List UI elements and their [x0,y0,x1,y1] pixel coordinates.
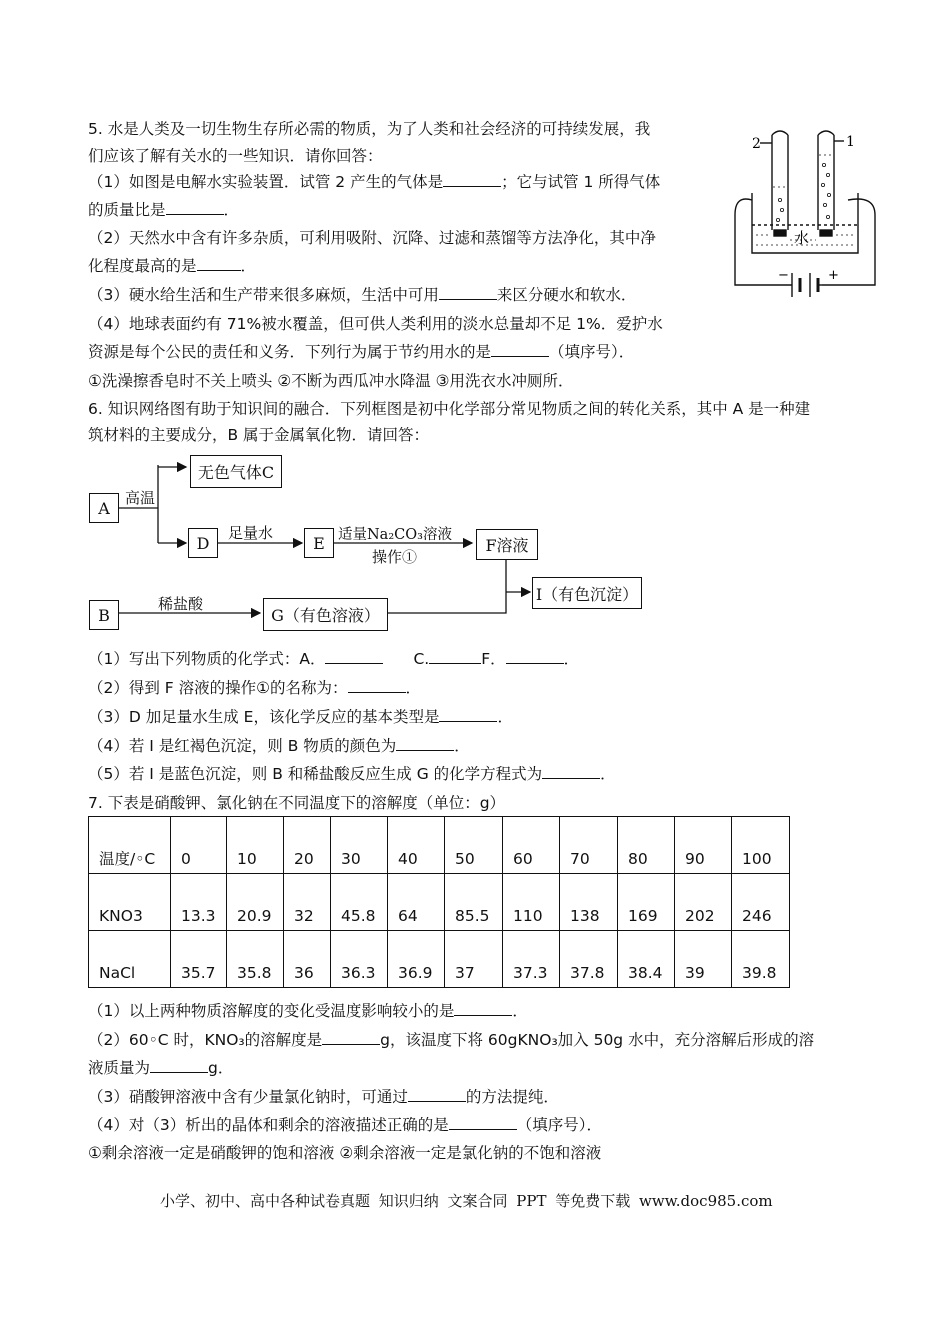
table-cell: 20.9 [227,874,284,931]
q5-part1-cont: 的质量比是 ． [88,201,240,219]
table-cell: 37 [445,931,503,988]
header-cell: 30 [331,817,388,874]
answer-blank[interactable] [150,1058,208,1073]
edge-label-water: 足量水 [228,524,274,542]
q7-options: ①剩余溶液一定是硝酸钾的饱和溶液 ②剩余溶液一定是氯化钠的不饱和溶液 [88,1144,602,1162]
edge-label-operation: 操作① [372,548,418,566]
water-label: 水 [794,229,810,247]
header-cell: 90 [675,817,732,874]
edge-label-na2co3: 适量Na₂CO₃溶液 [338,527,452,543]
header-cell: 10 [227,817,284,874]
q5-line1: 5. 水是人类及一切生物生存所必需的物质，为了人类和社会经济的可持续发展，我 [88,120,651,138]
answer-blank[interactable] [322,1030,380,1045]
table-cell: 36 [284,931,331,988]
page-footer: 小学、初中、高中各种试卷真题 知识归纳 文案合同 PPT 等免费下载 www.doc985.com [160,1192,773,1210]
answer-blank[interactable] [454,1001,512,1016]
conversion-diagram-arrows [0,0,950,640]
q5-part2-cont: 化程度最高的是 ． [88,257,257,275]
table-cell: 202 [675,874,732,931]
table-cell: 110 [503,874,560,931]
table-cell: 138 [560,874,618,931]
node-d: D [188,528,218,558]
header-cell: 100 [732,817,790,874]
node-g: G（有色溶液） [263,598,388,631]
q6-sub4: （4）若 I 是红褐色沉淀，则 B 物质的颜色为 ． [88,737,470,755]
header-cell: 80 [618,817,675,874]
minus-label: − [778,268,789,283]
table-header-row [89,817,790,874]
answer-blank[interactable] [542,764,600,779]
table-cell: 64 [388,874,445,931]
node-a: A [89,493,119,523]
answer-blank[interactable] [439,707,497,722]
node-f: F溶液 [476,529,538,560]
q5-part4: （4）地球表面约有 71%被水覆盖，但可供人类利用的淡水总量却不足 1%．爱护水 [88,315,663,333]
node-b: B [89,600,119,630]
header-cell: 70 [560,817,618,874]
tube-2-label: 2 [752,136,761,152]
q5-part2: （2）天然水中含有许多杂质，可利用吸附、沉降、过滤和蒸馏等方法净化，其中净 [88,229,656,247]
q6-sub1: （1）写出下列物质的化学式：A． C. F． ． [88,650,580,668]
q6-line1: 6. 知识网络图有助于知识间的融合．下列框图是初中化学部分常见物质之间的转化关系，其中 A 是一种建 [88,400,811,418]
answer-blank[interactable] [449,1115,517,1130]
header-temperature: 温度/◦C [89,817,171,874]
q7-sub1: （1）以上两种物质溶解度的变化受温度影响较小的是 ． [88,1002,528,1020]
header-cell: 60 [503,817,560,874]
answer-blank[interactable] [348,678,406,693]
answer-blank[interactable] [396,736,454,751]
table-cell: 32 [284,874,331,931]
edge-label-hcl: 稀盐酸 [158,595,204,613]
q6-line2: 筑材料的主要成分，B 属于金属氧化物．请回答： [88,426,430,444]
header-cell: 50 [445,817,503,874]
table-row-kno3 [89,874,790,931]
q5-part1: （1）如图是电解水实验装置．试管 2 产生的气体是 ；它与试管 1 所得气体 [88,173,661,191]
node-c: 无色气体C [190,455,282,488]
solubility-table [88,816,790,988]
node-e: E [304,528,334,558]
plus-label: + [828,268,839,283]
table-cell: 246 [732,874,790,931]
header-cell: 40 [388,817,445,874]
row-label-nacl: NaCl [89,931,171,988]
q6-sub5: （5）若 I 是蓝色沉淀，则 B 和稀盐酸反应生成 G 的化学方程式为 ． [88,765,616,783]
q7-sub2: （2）60◦C 时，KNO₃的溶解度是 g，该温度下将 60gKNO₃加入 50g 水中，充分溶解后形成的溶 [88,1031,815,1049]
table-cell: 38.4 [618,931,675,988]
q5-part4-cont: 资源是每个公民的责任和义务．下列行为属于节约用水的是 （填序号）． [88,343,635,361]
header-cell: 0 [171,817,227,874]
edge-label-high-temp: 高温 [125,489,156,507]
answer-blank[interactable] [325,649,383,664]
table-cell: 169 [618,874,675,931]
answer-blank[interactable] [408,1087,466,1102]
table-cell: 39 [675,931,732,988]
table-cell: 37.8 [560,931,618,988]
q6-sub2: （2）得到 F 溶液的操作①的名称为： ． [88,679,422,697]
q7-sub3: （3）硝酸钾溶液中含有少量氯化钠时，可通过 的方法提纯． [88,1088,559,1106]
q5-options: ①洗澡擦香皂时不关上喷头 ②不断为西瓜冲水降温 ③用洗衣水冲厕所． [88,372,574,390]
table-cell: 36.9 [388,931,445,988]
table-cell: 39.8 [732,931,790,988]
table-cell: 13.3 [171,874,227,931]
q6-sub3: （3）D 加足量水生成 E，该化学反应的基本类型是 ． [88,708,513,726]
table-cell: 37.3 [503,931,560,988]
header-cell: 20 [284,817,331,874]
node-i: I（有色沉淀） [532,577,642,609]
q7-sub2-cont: 液质量为 g． [88,1059,234,1077]
table-cell: 45.8 [331,874,388,931]
q7-title: 7. 下表是硝酸钾、氯化钠在不同温度下的溶解度（单位：g） [88,794,506,812]
answer-blank[interactable] [429,649,481,664]
table-cell: 35.8 [227,931,284,988]
table-cell: 85.5 [445,874,503,931]
table-cell: 35.7 [171,931,227,988]
table-row-nacl [89,931,790,988]
q5-part3: （3）硬水给生活和生产带来很多麻烦，生活中可用 来区分硬水和软水． [88,286,637,304]
q7-sub4: （4）对（3）析出的晶体和剩余的溶液描述正确的是 （填序号）． [88,1116,602,1134]
answer-blank[interactable] [506,649,564,664]
table-cell: 36.3 [331,931,388,988]
tube-1-label: 1 [846,134,855,150]
q5-line2: 们应该了解有关水的一些知识．请你回答： [88,147,383,165]
row-label-kno3: KNO3 [89,874,171,931]
